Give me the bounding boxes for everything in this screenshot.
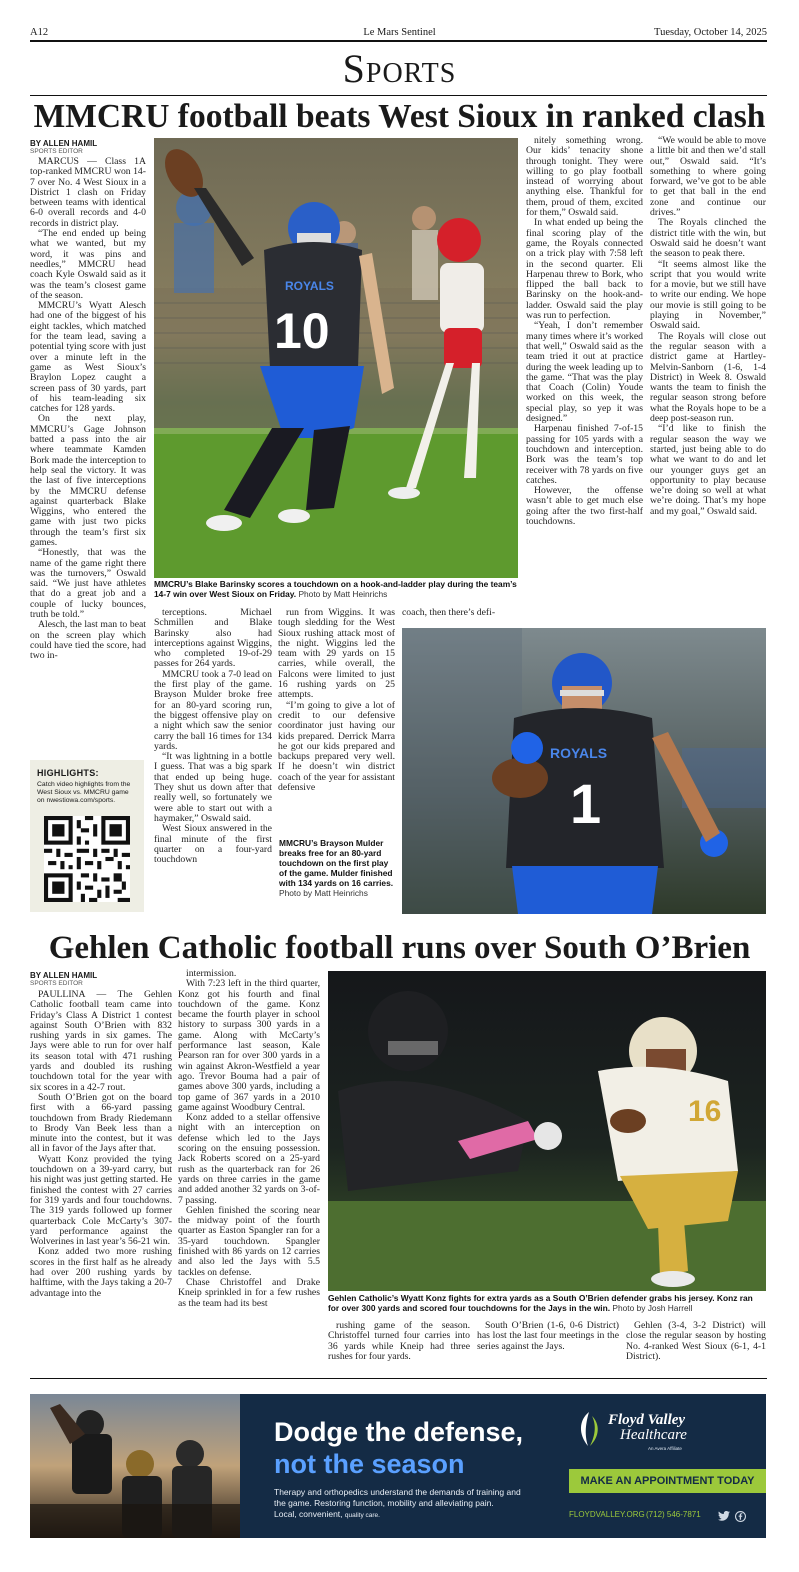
jersey-number-2: 1 <box>570 772 602 835</box>
story1-role: SPORTS EDITOR <box>30 148 83 155</box>
story1-photo1-caption: MMCRU’s Blake Barinsky scores a touchdown on a hook-and-ladder play during the team’s 14-7 win over West Sioux on Friday. <box>154 579 517 599</box>
ad-body <box>274 1487 534 1521</box>
story2-photo-credit: Photo by Josh Harrell <box>612 1303 693 1313</box>
jersey-text-2: ROYALS <box>550 745 608 761</box>
story2-column-2 <box>178 969 320 1366</box>
paragraph: However, the offense wasn’t able to get much else going after the two first-half touchdowns. <box>526 485 643 527</box>
paragraph: Wyatt Konz provided the tying touchdown on a 39-yard carry, but his night was just getting started. He finished the contest with 27 carries for 319 yards and four touchdowns. The 319 yards followed up former quarterback Cole McCarty’s 307-yard performance against the Wolverines in last year’s 56-21 win. <box>30 1153 172 1248</box>
paragraph: PAULLINA — The Gehlen Catholic football team came into Friday’s Class A District 1 contest against South O’Brien with 832 rushing yards in six games. The Jays were able to run for over half its season total with 471 rushing yards and doubled its rushing touchdown total for the year with six scores in a 42-7 rout. <box>30 990 172 1093</box>
ad-body-2-small: quality care. <box>344 1512 380 1519</box>
paper-name: Le Mars Sentinel <box>363 27 436 38</box>
paragraph: “The end ended up being what we wanted, but my word, it was pins and needles,” MMCRU head coach Kyle Oswald said as it was the team’s closest game of the season. <box>30 228 146 301</box>
floyd-valley-logo-icon <box>574 1410 604 1448</box>
story1-photo-barinsky <box>154 138 518 578</box>
paragraph: “We would be able to move a little bit and then we’d stall out,” Oswald said. “It’s something to where going forward, we’ve got to be able to get that ball in the end zone and continue our drives.” <box>650 136 766 219</box>
story1-photo2-credit: Photo by Matt Heinrichs <box>279 888 368 898</box>
page-number: A12 <box>30 27 49 38</box>
paragraph: nitely something wrong. Our kids’ tenacity shone through tonight. They were willing to go play football instead of worrying about anything else. Thankful for them, proud of them, excited for them,” Oswald said. <box>526 136 643 219</box>
highlights-text: Catch video highlights from the West Sioux vs. MMCRU game on nwestiowa.com/sports. <box>37 781 131 805</box>
ad-brand-line-1: Floyd Valley <box>608 1412 686 1428</box>
jersey-text-1: ROYALS <box>285 279 334 293</box>
make-appointment-button[interactable]: MAKE AN APPOINTMENT TODAY <box>569 1469 766 1493</box>
story1-column-5 <box>650 136 766 623</box>
ad-headline-1: Dodge the defense, <box>274 1417 524 1447</box>
paragraph: MARCUS — Class 1A top-ranked MMCRU won 14-7 over No. 4 West Sioux in a District 1 clash on Friday between teams with identical 6-0 overall records and 4-0 records in district play. <box>30 157 146 229</box>
jersey-number-3: 16 <box>688 1095 722 1128</box>
story2-column-1 <box>30 990 172 1366</box>
paragraph: “I’d like to finish the regular season the way we started, just being able to do what we want to do and let our younger guys get an opportunity to play because we’re doing so well at what we’re doing. That’s my hope and my goal,” Oswald said. <box>650 423 766 517</box>
facebook-icon[interactable] <box>735 1511 746 1522</box>
story1-byline-block <box>30 139 148 156</box>
top-rule <box>30 40 767 42</box>
paragraph: terceptions. Michael Schmillen and Blake Barinsky also had interceptions against Wiggins, who completed 19-of-29 passes for 264 yards. <box>154 608 272 670</box>
paragraph: Alesch, the last man to beat on the screen play which could have tied the score, had two in- <box>30 619 146 662</box>
story2-byline: BY ALLEN HAMIL <box>30 971 98 980</box>
paragraph: “Honestly, that was the name of the game right there was the turnovers,” Oswald said. “We just have athletes that do a great job and a couple of lucky bounces, truth be told.” <box>30 547 146 621</box>
story1-column-1 <box>30 157 146 754</box>
story2-column-5 <box>626 1321 766 1366</box>
paragraph: “It seems almost like the script that you would write for a movie, but we still have to write our ending. We hope our movie is still going to be playing in November,” Oswald said. <box>650 258 766 332</box>
ad-body-2: Local, convenient, <box>274 1509 343 1519</box>
story1-photo1-caption-block <box>154 579 518 599</box>
story1-column-4 <box>526 136 643 623</box>
story1-photo2-caption-block <box>279 838 396 898</box>
paragraph: The Royals will close out the regular season with a district game at Hartley-Melvin-Sanborn (1-6, 1-4 District) in Week 8. Oswald wants the team to finish the regular season strong before what the Royals hope to be a deep post-season run. <box>650 330 766 425</box>
story1-byline: BY ALLEN HAMIL <box>30 139 98 148</box>
paragraph: Konz added two more rushing scores in the first half as he already had over 200 rushing yards by halftime, with the Jays taking a 20-7 advantage into the <box>30 1246 172 1299</box>
paragraph: The Royals clinched the district title with the win, but Oswald said he doesn’t want the season to peak there. <box>650 217 766 260</box>
ad-divider-rule <box>30 1378 767 1379</box>
story2-role: SPORTS EDITOR <box>30 980 83 987</box>
story1-column-3b-text: coach, then there’s defi- <box>402 608 496 618</box>
paragraph: With 7:23 left in the third quarter, Konz got his fourth and final touchdown of the game. Konz became the fourth player in school history to surpass 300 yards in a game. Along with McCarty’s performance last season, Kale Pearson ran for over 300 yards in a win against Akron-Westfield a year ago. Trevor Bouma had a pair of games above 300 yards, including a top game of 367 yards in a 2010 game against Woodbury Central. <box>178 978 320 1113</box>
story1-column-3 <box>278 608 395 834</box>
paragraph: MMCRU took a 7-0 lead on the first play of the game. Brayson Mulder broke free for an 80-yard scoring run, the biggest offensive play on a night which saw the senior carry the ball 16 times for 134 yards. <box>154 668 272 752</box>
paragraph: “I’m going to give a lot of credit to our defensive coordinator just having our kids prepared. Derrick Marra he got our kids prepared and backups prepared very well. If he doesn’t win district coach of the year for assistant defensive <box>278 699 395 794</box>
paragraph: run from Wiggins. It was tough sledding for the West Sioux rushing attack most of the night. Wiggins led the team with 29 yards on 15 carries, while overall, the Falcons were limited to just 16 rushing yards on 25 attempts. <box>278 608 395 701</box>
paragraph: rushing game of the season. Christoffel turned four carries into 36 yards while Kneip had three rushes for four yards. <box>328 1321 470 1362</box>
paragraph: Gehlen finished the scoring near the midway point of the fourth quarter as Easton Spangler ran for a 35-yard touchdown. Spangler finished with 86 yards on 12 carries and also led the Jays with 5.5 tackles on defense. <box>178 1204 320 1278</box>
story1-column-3b <box>402 608 518 620</box>
paragraph: “Yeah, I don’t remember many times where it’s worked that well,” Oswald said as the team tried it out at practice during the week leading up to the game. “That was the play that Coach (Colin) Youde worked on this week, the special play, so yep it was designed.” <box>526 320 643 425</box>
paragraph: Gehlen (3-4, 3-2 District) will close the regular season by hosting No. 4-ranked West Sioux (6-1, 4-1 District). <box>626 1321 766 1362</box>
story2-photo-caption-block <box>328 1293 766 1313</box>
paragraph: South O’Brien (1-6, 0-6 District) has lost the last four meetings in the series against the Jays. <box>477 1321 619 1352</box>
twitter-icon[interactable] <box>718 1511 730 1521</box>
story1-photo2-caption: MMCRU’s Brayson Mulder breaks free for an 80-yard touchdown on the first play of the game. Mulder finished with 134 yards on 16 carries. <box>279 838 394 888</box>
photo-illustration <box>328 971 766 1291</box>
paragraph: Harpenau finished 7-of-15 passing for 105 yards with a touchdown and interception. Bork was the team’s top receiver with 78 yards on five catches. <box>526 423 643 486</box>
photo-illustration <box>154 138 518 578</box>
story1-headline: MMCRU football beats West Sioux in ranked clash <box>33 98 766 135</box>
story2-byline-block <box>30 971 170 988</box>
section-title: Sports <box>342 46 457 91</box>
story2-column-3 <box>328 1321 470 1366</box>
ad-headline-2: not the season <box>274 1449 465 1479</box>
jersey-number-1: 10 <box>274 303 330 359</box>
ad-url-link[interactable]: FLOYDVALLEY.ORG <box>569 1510 645 1519</box>
photo-illustration <box>402 628 766 914</box>
qr-code-icon[interactable] <box>44 816 130 902</box>
story2-headline: Gehlen Catholic football runs over South O’Brien <box>48 930 751 966</box>
ad-body-1: Therapy and orthopedics understand the demands of training and the game. Restoring function, mobility and alleviating pain. <box>274 1487 521 1508</box>
issue-date: Tuesday, October 14, 2025 <box>654 27 767 38</box>
story1-photo1-credit: Photo by Matt Heinrichs <box>298 589 388 599</box>
ad-phone[interactable]: (712) 546-7871 <box>646 1510 701 1519</box>
ad-brand-line-2: Healthcare <box>620 1427 687 1443</box>
paragraph: “It was lightning in a bottle I guess. That was a big spark that ended up being huge. They shut us down after that really well, so fortunately we were able to start out with a haymaker,” Oswald said. <box>154 751 272 824</box>
paragraph: intermission. <box>186 969 237 979</box>
floyd-valley-ad[interactable] <box>30 1394 766 1538</box>
ad-affiliate: An Avera Affiliate <box>648 1446 682 1451</box>
highlights-title: HIGHLIGHTS: <box>37 768 99 778</box>
paragraph: Chase Christoffel and Drake Kneip sprinkled in for a few rushes as the team had its best <box>178 1276 320 1309</box>
story2-photo-konz <box>328 971 766 1291</box>
story1-photo-mulder <box>402 628 766 914</box>
story1-column-2 <box>154 608 272 914</box>
story2-column-4 <box>477 1321 619 1366</box>
section-rule <box>30 95 767 96</box>
paragraph: On the next play, MMCRU’s Gage Johnson batted a pass into the air where teammate Kamden Bork made the interception to help seal the victory. It was the last of five interceptions by the MMCRU defense against quarterback Blake Wiggins, who entered the game with just two picks through the team’s first six games. <box>30 413 146 548</box>
highlights-box <box>30 760 144 912</box>
paragraph: Konz added to a stellar offensive night with an interception on defense which led to the Jays scoring on the ensuing possession. Jack Roberts scored on a 25-yard rush as the quarterback ran for 26 yards on three carries in the game and added another 32 yards on 3-of-7 passing. <box>178 1112 320 1206</box>
paragraph: South O’Brien got on the board first with a 66-yard passing touchdown from Brady Riedemann to Brody Van Beek less than a minute into the contest, but it was all in favor of the Jays after that. <box>30 1091 172 1155</box>
paragraph: In what ended up being the final scoring play of the game, the Royals connected on a trick play with 7:58 left in the second quarter. Eli Harpenau threw to Bork, who flipped the ball back to Barinsky on the hook-and-ladder. Oswald said the play was run to perfection. <box>526 217 643 322</box>
paragraph: MMCRU’s Wyatt Alesch had one of the biggest of his eight tackles, which matched for the team lead, saving a potential tying score with just over a minute left in the game as West Sioux’s Braylon Lopez caught a screen pass of 30 yards, part of his team-leading six catches for 128 yards. <box>30 300 146 415</box>
ad-photo-football-players <box>30 1394 240 1538</box>
story2-photo-caption: Gehlen Catholic’s Wyatt Konz fights for extra yards as a South O’Brien defender grabs his jersey. Konz ran for over 300 yards and scored four touchdowns for the Jays in the win. <box>328 1293 753 1313</box>
paragraph: West Sioux answered in the final minute of the first quarter on a four-yard touchdown <box>154 823 272 866</box>
